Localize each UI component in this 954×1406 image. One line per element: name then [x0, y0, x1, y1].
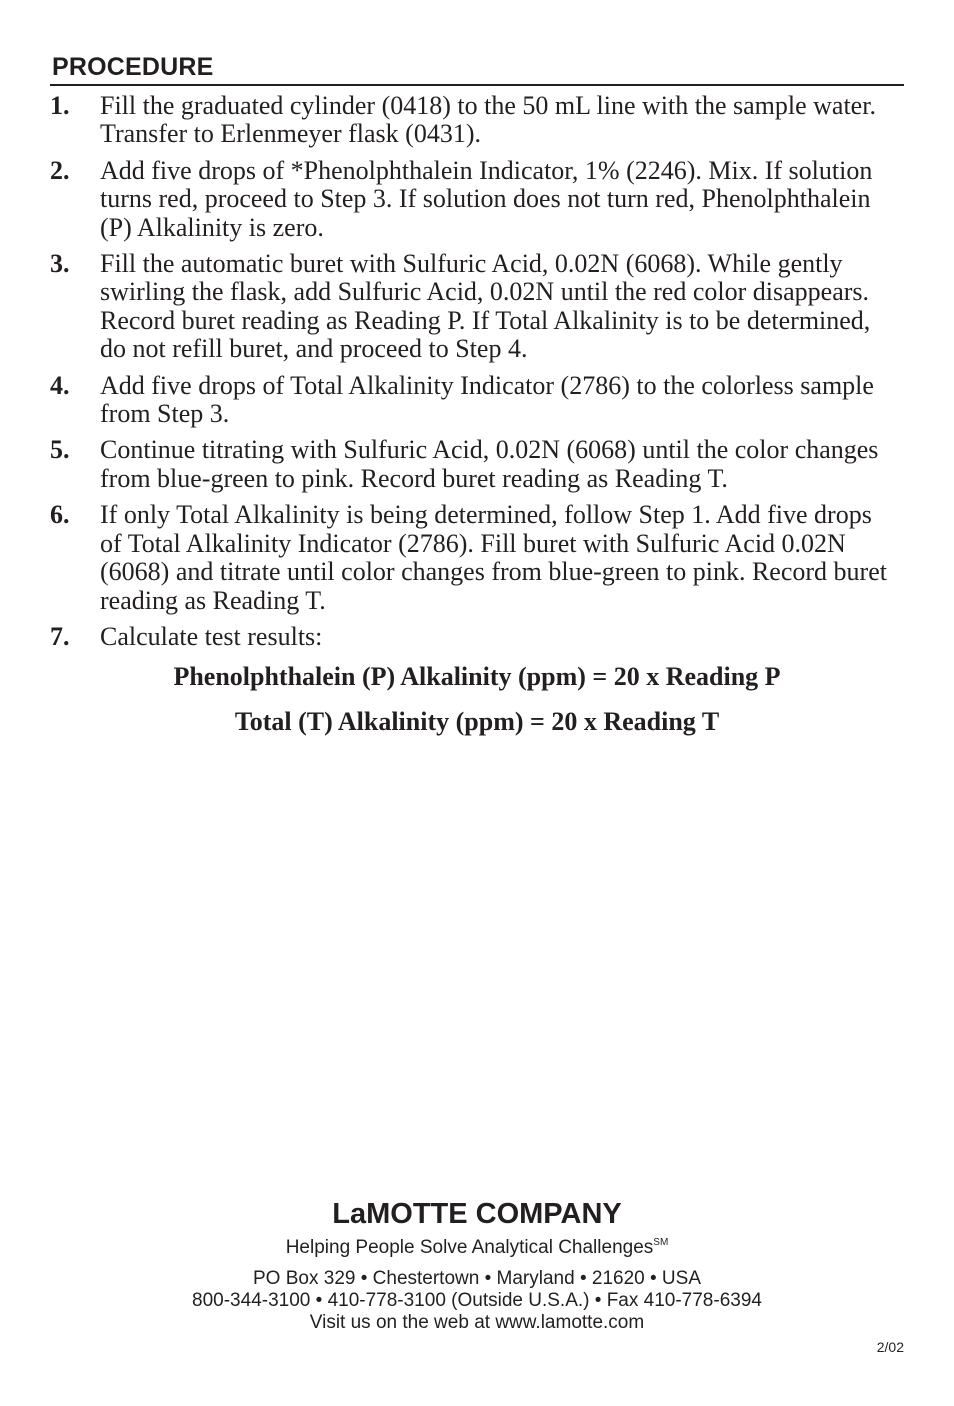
step-number: 3.	[50, 249, 70, 279]
formula-phenolphthalein: Phenolphthalein (P) Alkalinity (ppm) = 20 x Reading P	[173, 662, 781, 691]
website-line: Visit us on the web at www.lamotte.com	[309, 1312, 645, 1333]
tagline-text: Helping People Solve Analytical Challenges	[285, 1237, 654, 1258]
section-heading: PROCEDURE	[52, 53, 214, 81]
mailing-address: PO Box 329 • Chestertown • Maryland • 21620 • USA	[253, 1268, 701, 1289]
date-code: 2/02	[876, 1339, 904, 1355]
step-text: Continue titrating with Sulfuric Acid, 0.02N (6068) until the color changes from blue-green to pink. Record buret reading as Reading T.	[100, 435, 879, 493]
step-number: 1.	[50, 91, 70, 120]
step-item	[50, 157, 898, 242]
procedure-steps	[50, 92, 898, 659]
service-mark: SM	[653, 1237, 669, 1248]
step-number: 6.	[50, 500, 70, 530]
step-text: If only Total Alkalinity is being determined, follow Step 1. Add five drops of Total Alkalinity Indicator (2786). Fill buret with Sulfuric Acid 0.02N (6068) and titrate until color changes from blue-green to pink. Record buret reading as Reading T.	[100, 500, 887, 615]
step-item	[50, 250, 898, 364]
step-item	[50, 372, 898, 429]
step-number: 4.	[50, 370, 70, 400]
step-item	[50, 92, 898, 149]
step-item	[50, 623, 898, 651]
phone-numbers: 800-344-3100 • 410-778-3100 (Outside U.S.A.) • Fax 410-778-6394	[192, 1290, 762, 1311]
step-number: 5.	[50, 435, 70, 465]
step-item	[50, 501, 898, 615]
step-text: Add five drops of Total Alkalinity Indicator (2786) to the colorless sample from Step 3.	[100, 370, 874, 429]
step-text: Add five drops of *Phenolphthalein Indicator, 1% (2246). Mix. If solution turns red, proceed to Step 3. If solution does not turn red, Phenolphthalein (P) Alkalinity is zero.	[100, 155, 873, 242]
step-text: Fill the automatic buret with Sulfuric Acid, 0.02N (6068). While gently swirling the flask, add Sulfuric Acid, 0.02N until the red color disappears. Record buret reading as Reading P. If Total Alkalinity is to be determined, do not refill buret, and proceed to Step 4.	[100, 249, 871, 364]
heading-rule	[50, 84, 904, 86]
step-text: Calculate test results:	[100, 621, 323, 651]
step-item	[50, 436, 898, 493]
formula-total: Total (T) Alkalinity (ppm) = 20 x Reading T	[234, 707, 720, 736]
company-name: LaMOTTE COMPANY	[332, 1198, 622, 1230]
step-number: 7.	[50, 621, 70, 651]
company-tagline	[0, 1236, 954, 1260]
step-text: Fill the graduated cylinder (0418) to the 50 mL line with the sample water. Transfer to Erlenmeyer flask (0431).	[100, 91, 876, 149]
step-number: 2.	[50, 155, 70, 185]
